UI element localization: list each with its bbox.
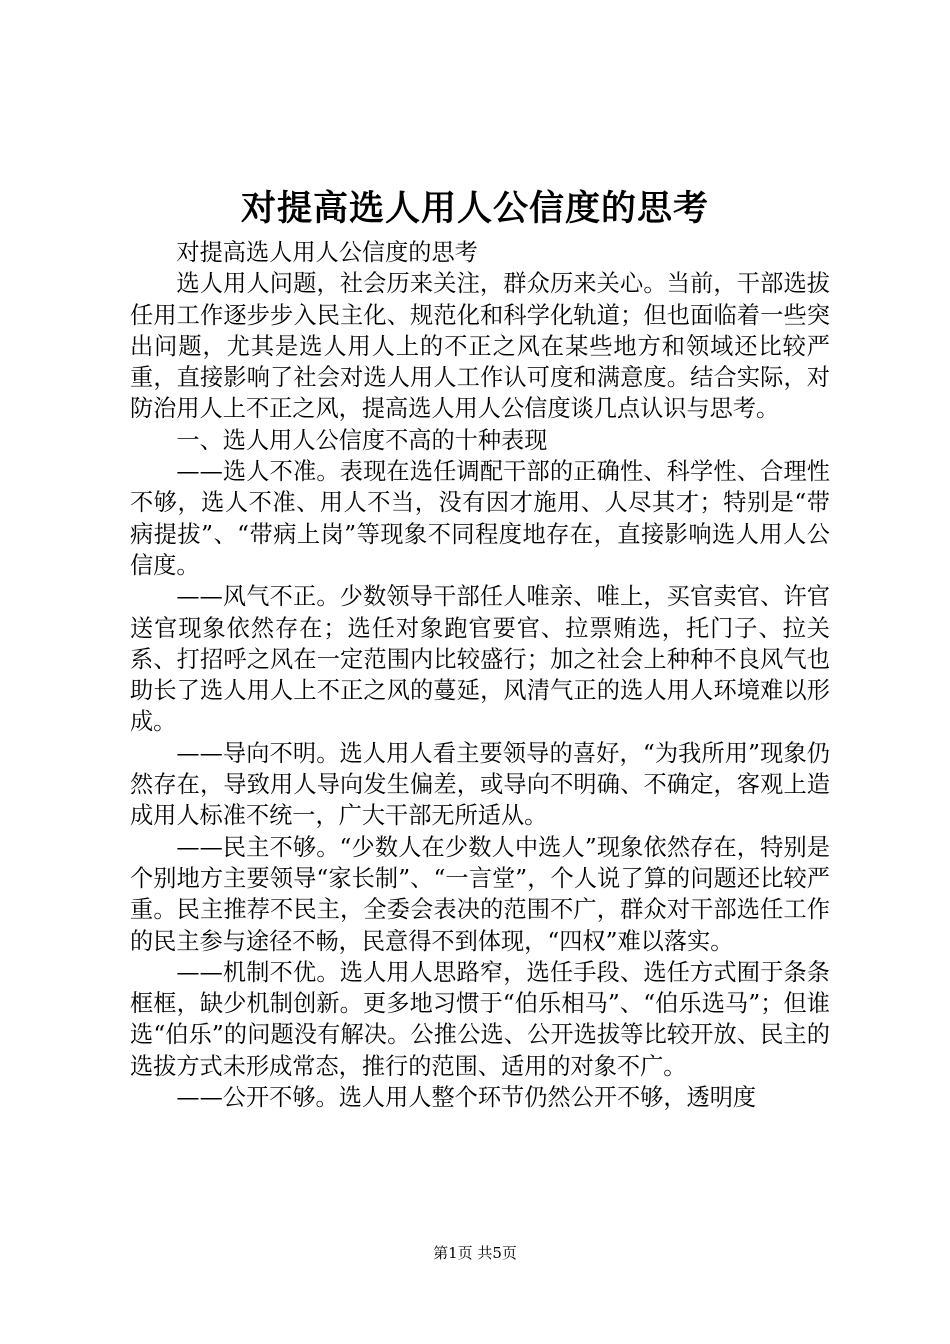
paragraph-item: ——机制不优。选人用人思路窄，选任手段、选任方式囿于条条框框，缺少机制创新。更多地习惯于“伯乐相马”、“伯乐选马”；但谁选“伯乐”的问题没有解决。公推公选、公开选拔等比较开放、民主的选拔方式未形成常态，推行的范围、适用的对象不广。 bbox=[130, 958, 830, 1080]
paragraph-subtitle: 对提高选人用人公信度的思考 bbox=[176, 239, 478, 266]
paragraph-item: ——导向不明。选人用人看主要领导的喜好，“为我所用”现象仍然存在，导致用人导向发生偏差，或导向不明确、不确定，客观上造成用人标准不统一，广大干部无所适从。 bbox=[130, 739, 830, 830]
section-heading: 一、选人用人公信度不高的十种表现 bbox=[176, 426, 548, 454]
document-body bbox=[130, 237, 830, 1113]
paragraph-item: ——选人不准。表现在选任调配干部的正确性、科学性、合理性不够，选人不准、用人不当，没有因才施用、人尽其才；特别是“带病提拔”、“带病上岗”等现象不同程度地存在，直接影响选人用人公信度。 bbox=[130, 458, 830, 579]
document-title: 对提高选人用人公信度的思考 bbox=[240, 188, 709, 229]
paragraph-intro: 选人用人问题，社会历来关注，群众历来关心。当前，干部选拔任用工作逐步步入民主化、规范化和科学化轨道；但也面临着一些突出问题，尤其是选人用人上的不正之风在某些地方和领域还比较严重，直接影响了社会对选人用人工作认可度和满意度。结合实际，对防治用人上不正之风，提高选人用人公信度谈几点认识与思考。 bbox=[130, 270, 830, 423]
page-footer: 第1页 共5页 bbox=[433, 1244, 517, 1262]
paragraph-item: ——风气不正。少数领导干部任人唯亲、唯上，买官卖官、许官送官现象依然存在；选任对象跑官要官、拉票贿选，托门子、拉关系、打招呼之风在一定范围内比较盛行；加之社会上种种不良风气也助长了选人用人上不正之风的蔓延，风清气正的选人用人环境难以形成。 bbox=[130, 583, 830, 736]
paragraph-item: ——民主不够。“少数人在少数人中选人”现象依然存在，特别是个别地方主要领导“家长制”、“一言堂”，个人说了算的问题还比较严重。民主推荐不民主，全委会表决的范围不广，群众对干部选任工作的民主参与途径不畅，民意得不到体现，“四权”难以落实。 bbox=[130, 833, 830, 955]
paragraph-item: ——公开不够。选人用人整个环节仍然公开不够，透明度 bbox=[176, 1084, 757, 1112]
